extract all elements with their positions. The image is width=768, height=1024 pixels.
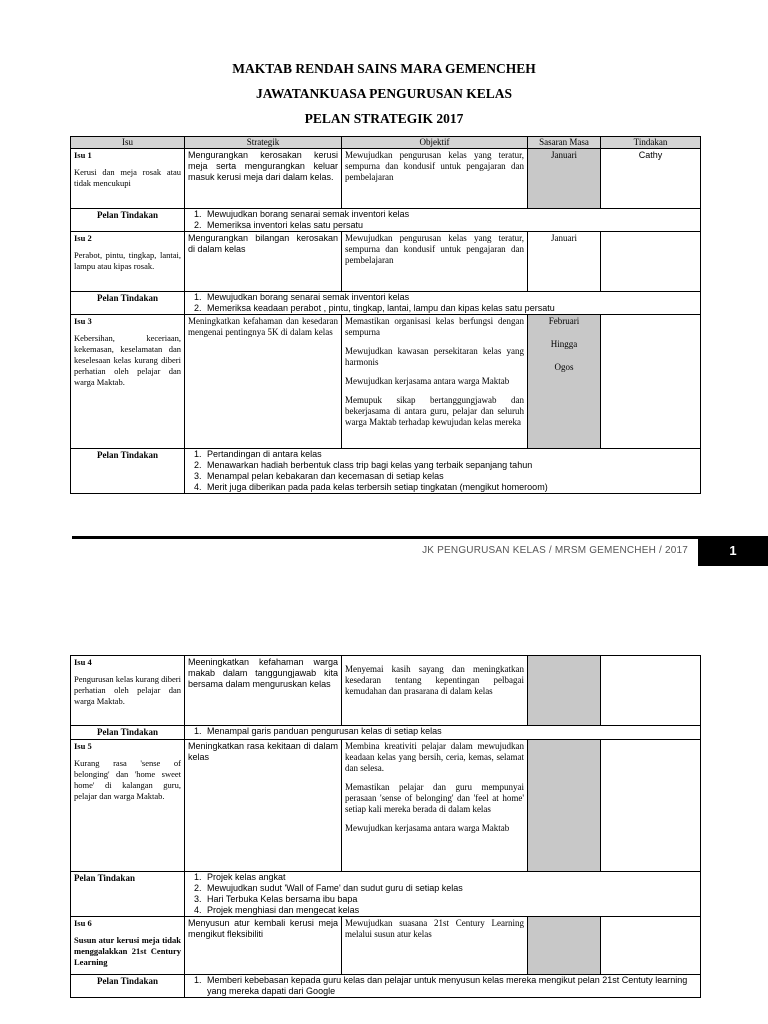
sasaran-cell (528, 232, 601, 292)
pelan-item: 1. Mewujudkan borang senarai semak inventori kelas (204, 209, 697, 220)
pelan-list (185, 209, 701, 232)
table-header-row (71, 137, 701, 149)
pelan-list (185, 449, 701, 494)
col-header-sasaran-masa: Sasaran Masa (528, 137, 601, 149)
pelan-item: 4. Projek menghiasi dan mengecat kelas (204, 905, 697, 916)
pelan-row (71, 449, 701, 494)
pelan-item: 2. Memeriksa inventori kelas satu persatu (204, 220, 697, 231)
objektif-cell (342, 315, 528, 449)
sasaran-item: Februari (548, 316, 580, 326)
pelan-label: Pelan Tindakan (71, 209, 185, 232)
objektif-item: Mewujudkan pengurusan kelas yang teratur, sempurna dan kondusif untuk pengajaran dan pembelajaran (345, 150, 524, 182)
strategic-plan-table (70, 136, 701, 494)
tindakan-cell (601, 656, 701, 726)
strategik-cell: Menyusun atur kembali kerusi meja mengikut fleksibiliti (185, 917, 342, 975)
tindakan-cell (601, 315, 701, 449)
isu-text: Kebersihan, keceriaan, kekemasan, keselamatan dan keselesaan kelas kurang diberi perhatian oleh pelajar dan warga Maktab. (74, 333, 181, 387)
table-row (71, 740, 701, 872)
isu-text: Susun atur kerusi meja tidak menggalakkan 21st Century Learning (74, 935, 181, 967)
isu-cell (71, 917, 185, 975)
pelan-item: 1. Mewujudkan borang senarai semak inventori kelas (204, 292, 697, 303)
strategik-cell: Meningkatkan rasa kekitaan di dalam kelas (185, 740, 342, 872)
col-header-tindakan: Tindakan (601, 137, 701, 149)
col-header-isu: Isu (71, 137, 185, 149)
col-header-objektif: Objektif (342, 137, 528, 149)
pelan-item: 3. Hari Terbuka Kelas bersama ibu bapa (204, 894, 697, 905)
footer-rule (72, 536, 768, 539)
strategik-cell: Mengurangkan bilangan kerosakan di dalam kelas (185, 232, 342, 292)
sasaran-item: Hingga (550, 339, 578, 349)
isu-cell (71, 149, 185, 209)
isu-label: Isu 6 (74, 918, 92, 928)
pelan-list (185, 975, 701, 998)
isu-cell (71, 740, 185, 872)
objektif-item: Mewujudkan kerjasama antara warga Maktab (345, 376, 510, 386)
pelan-item: 3. Menampal pelan kebakaran dan kecemasan di setiap kelas (204, 471, 697, 482)
pelan-item: 4. Merit juga diberikan pada pada kelas terbersih setiap tingkatan (mengikut homeroom) (204, 482, 697, 493)
objektif-item: Membina kreativiti pelajar dalam mewujudkan keadaan kelas yang bersih, ceria, kemas, selamat dan selesa. (345, 741, 524, 773)
school-title: MAKTAB RENDAH SAINS MARA GEMENCHEH (232, 61, 536, 76)
committee-title: JAWATANKUASA PENGURUSAN KELAS (255, 86, 513, 101)
table-row (71, 232, 701, 292)
page-number: 1 (698, 536, 768, 566)
strategic-plan-table-continued (70, 655, 701, 998)
pelan-list (185, 292, 701, 315)
sasaran-item: Januari (551, 150, 577, 160)
pelan-label: Pelan Tindakan (71, 449, 185, 494)
objektif-cell (342, 232, 528, 292)
isu-cell (71, 315, 185, 449)
pelan-item: 1. Pertandingan di antara kelas (204, 449, 697, 460)
objektif-item: Mewujudkan kawasan persekitaran kelas yang harmonis (345, 346, 524, 367)
pelan-item: 2. Mewujudkan sudut 'Wall of Fame' dan sudut guru di setiap kelas (204, 883, 697, 894)
objektif-item: Memastikan pelajar dan guru mempunyai perasaan 'sense of belonging' dan 'feel at home' setiap kali mereka berada di dalam kelas (345, 782, 524, 814)
objektif-item: Mewujudkan suasana 21st Century Learning melalui susun atur kelas (345, 918, 524, 939)
pelan-list (185, 872, 701, 917)
pelan-label: Pelan Tindakan (71, 975, 185, 998)
isu-label: Isu 3 (74, 316, 92, 326)
footer-text: JK PENGURUSAN KELAS / MRSM GEMENCHEH / 2017 (422, 545, 688, 556)
pelan-item: 1. Memberi kebebasan kepada guru kelas dan pelajar untuk menyusun kelas mereka mengikut pelan 21st Centuty learning yang mereka dapati dari Google (204, 975, 697, 997)
pelan-row (71, 975, 701, 998)
pelan-item: 1. Projek kelas angkat (204, 872, 697, 883)
table-row (71, 917, 701, 975)
pelan-list (185, 726, 701, 740)
objektif-item: Mewujudkan kerjasama antara warga Maktab (345, 823, 510, 833)
isu-label: Isu 5 (74, 741, 92, 751)
pelan-item: 1. Menampal garis panduan pengurusan kelas di setiap kelas (204, 726, 697, 737)
sasaran-cell (528, 315, 601, 449)
pelan-row (71, 726, 701, 740)
isu-text: Perabot, pintu, tingkap, lantai, lampu atau kipas rosak. (74, 250, 181, 271)
objektif-item: Mewujudkan pengurusan kelas yang teratur, sempurna dan kondusif untuk pengajaran dan pembelajaran (345, 233, 524, 265)
pelan-label: Pelan Tindakan (71, 726, 185, 740)
tindakan-cell: Cathy (601, 149, 701, 209)
table-row (71, 149, 701, 209)
pelan-row (71, 872, 701, 917)
pelan-row (71, 292, 701, 315)
objektif-cell (342, 656, 528, 726)
isu-cell (71, 656, 185, 726)
objektif-cell (342, 917, 528, 975)
sasaran-cell (528, 917, 601, 975)
strategik-cell: Meningkatkan kefahaman dan kesedaran mengenai pentingnya 5K di dalam kelas (185, 315, 342, 449)
tindakan-cell (601, 740, 701, 872)
objektif-cell (342, 149, 528, 209)
pelan-row (71, 209, 701, 232)
tindakan-cell (601, 232, 701, 292)
objektif-item: Menyemai kasih sayang dan meningkatkan kesedaran tentang kepentingan pelbagai kemudahan dan prasarana di dalam kelas (345, 664, 524, 696)
isu-text: Kurang rasa 'sense of belonging' dan 'home sweet home' di kalangan guru, pelajar dan warga Maktab. (74, 758, 181, 801)
tindakan-cell (601, 917, 701, 975)
pelan-label: Pelan Tindakan (71, 292, 185, 315)
table-row (71, 315, 701, 449)
col-header-strategik: Strategik (185, 137, 342, 149)
strategik-cell: Mengurangkan kerosakan kerusi meja serta mengurangkan keluar masuk kerusi meja dari dalam kelas. (185, 149, 342, 209)
isu-label: Isu 1 (74, 150, 92, 160)
sasaran-item: Januari (551, 233, 577, 243)
strategik-cell: Meeningkatkan kefahaman warga makab dalam tanggungjawab kita bersama dalam menguruskan kelas (185, 656, 342, 726)
isu-label: Isu 2 (74, 233, 92, 243)
pelan-label: Pelan Tindakan (71, 872, 185, 917)
objektif-cell (342, 740, 528, 872)
pelan-item: 2. Menawarkan hadiah berbentuk class trip bagi kelas yang terbaik sepanjang tahun (204, 460, 697, 471)
sasaran-cell (528, 656, 601, 726)
isu-text: Kerusi dan meja rosak atau tidak mencukupi (74, 167, 181, 188)
sasaran-cell (528, 149, 601, 209)
sasaran-cell (528, 740, 601, 872)
table-row (71, 656, 701, 726)
plan-title: PELAN STRATEGIK 2017 (304, 111, 464, 126)
objektif-item: Memastikan organisasi kelas berfungsi dengan sempurna (345, 316, 524, 337)
pelan-item: 2. Memeriksa keadaan perabot , pintu, tingkap, lantai, lampu dan kipas kelas satu persatu (204, 303, 697, 314)
isu-cell (71, 232, 185, 292)
isu-text: Pengurusan kelas kurang diberi perhatian oleh pelajar dan warga Maktab. (74, 674, 181, 706)
objektif-item: Memupuk sikap bertanggungjawab dan bekerjasama di antara guru, pelajar dan seluruh warga Maktab terhadap kewujudan kelas mereka (345, 395, 524, 427)
isu-label: Isu 4 (74, 657, 92, 667)
sasaran-item: Ogos (554, 362, 574, 372)
